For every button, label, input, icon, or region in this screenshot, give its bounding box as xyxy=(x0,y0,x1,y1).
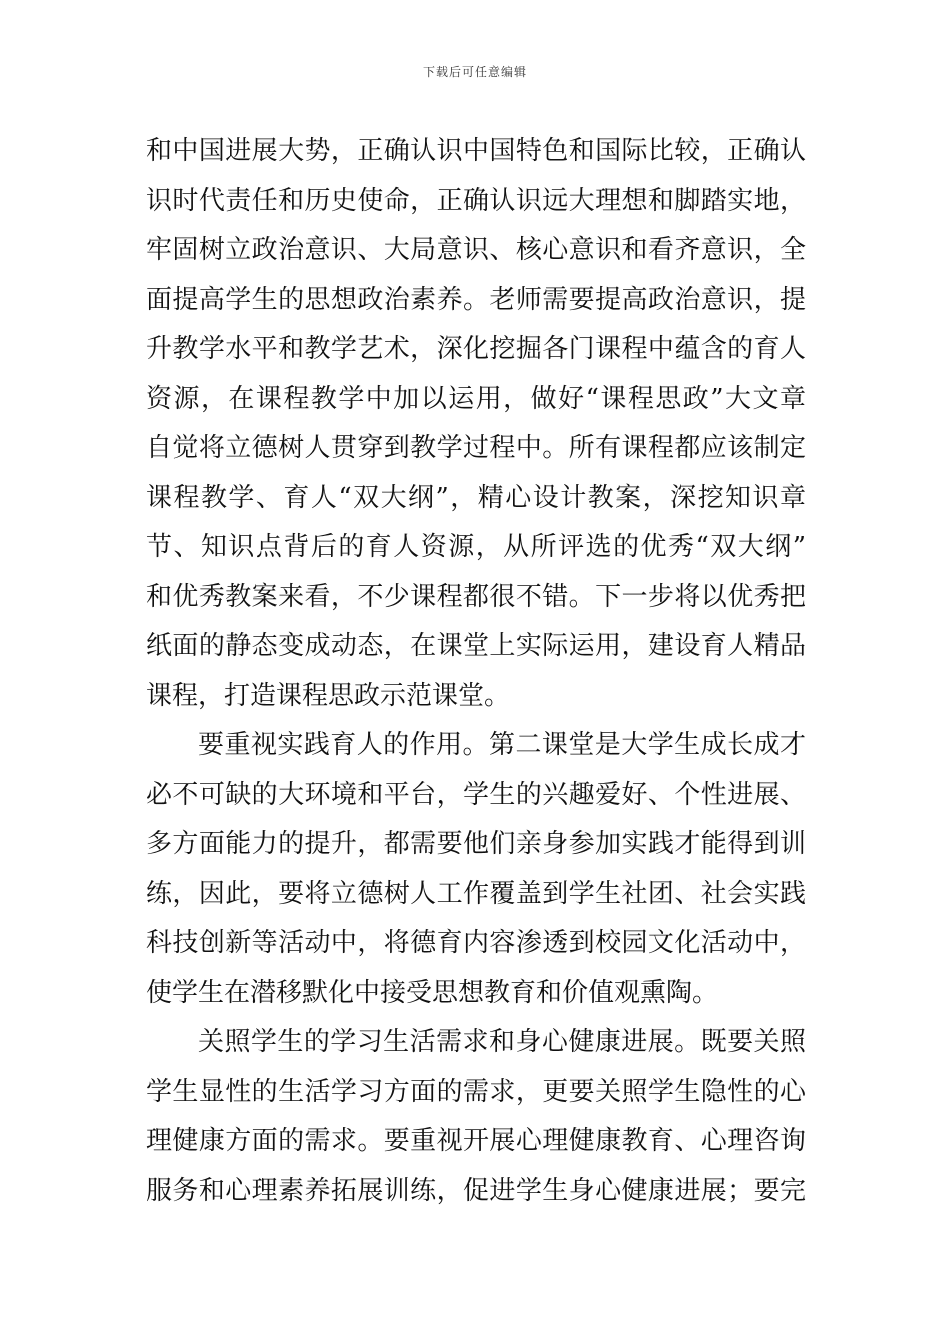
text-line: 纸面的静态变成动态，在课堂上实际运用，建设育人精品 xyxy=(146,631,806,661)
text-line: 升教学水平和教学艺术，深化挖掘各门课程中蕴含的育人 xyxy=(146,334,806,364)
paragraph-end-line: 课程，打造课程思政示范课堂。 xyxy=(146,680,511,711)
paragraph-end-line: 使学生在潜移默化中接受思想教育和价值观熏陶。 xyxy=(146,977,719,1008)
text-line: 理健康方面的需求。要重视开展心理健康教育、心理咨询 xyxy=(146,1126,806,1156)
text-line: 识时代责任和历史使命，正确认识远大理想和脚踏实地， xyxy=(146,185,806,216)
paragraph-start-line: 关照学生的学习生活需求和身心健康进展。既要关照 xyxy=(198,1027,806,1057)
text-line: 节、知识点背后的育人资源，从所评选的优秀“双大纲” xyxy=(146,532,806,562)
paragraph-start-line: 要重视实践育人的作用。第二课堂是大学生成长成才 xyxy=(198,730,806,760)
document-body xyxy=(146,127,806,1216)
text-line: 自觉将立德树人贯穿到教学过程中。所有课程都应该制定 xyxy=(146,433,806,463)
text-line: 科技创新等活动中，将德育内容渗透到校园文化活动中， xyxy=(146,928,806,958)
text-line: 和中国进展大势，正确认识中国特色和国际比较，正确认 xyxy=(146,136,806,166)
text-line: 面提高学生的思想政治素养。老师需要提高政治意识，提 xyxy=(146,284,806,315)
text-line: 必不可缺的大环境和平台，学生的兴趣爱好、个性进展、 xyxy=(146,779,806,810)
text-line: 资源，在课程教学中加以运用，做好“课程思政”大文章 xyxy=(146,383,806,414)
text-line: 练，因此，要将立德树人工作覆盖到学生社团、社会实践 xyxy=(146,878,806,909)
text-line: 学生显性的生活学习方面的需求，更要关照学生隐性的心 xyxy=(146,1076,806,1107)
text-line: 课程教学、育人“双大纲”，精心设计教案，深挖知识章 xyxy=(146,482,806,513)
page-header: 下载后可任意编辑 xyxy=(422,65,527,79)
text-line: 牢固树立政治意识、大局意识、核心意识和看齐意识，全 xyxy=(146,235,806,265)
text-line: 多方面能力的提升，都需要他们亲身参加实践才能得到训 xyxy=(146,829,806,859)
text-line: 和优秀教案来看，不少课程都很不错。下一步将以优秀把 xyxy=(146,581,806,612)
text-line: 服务和心理素养拓展训练，促进学生身心健康进展；要完 xyxy=(146,1175,806,1206)
